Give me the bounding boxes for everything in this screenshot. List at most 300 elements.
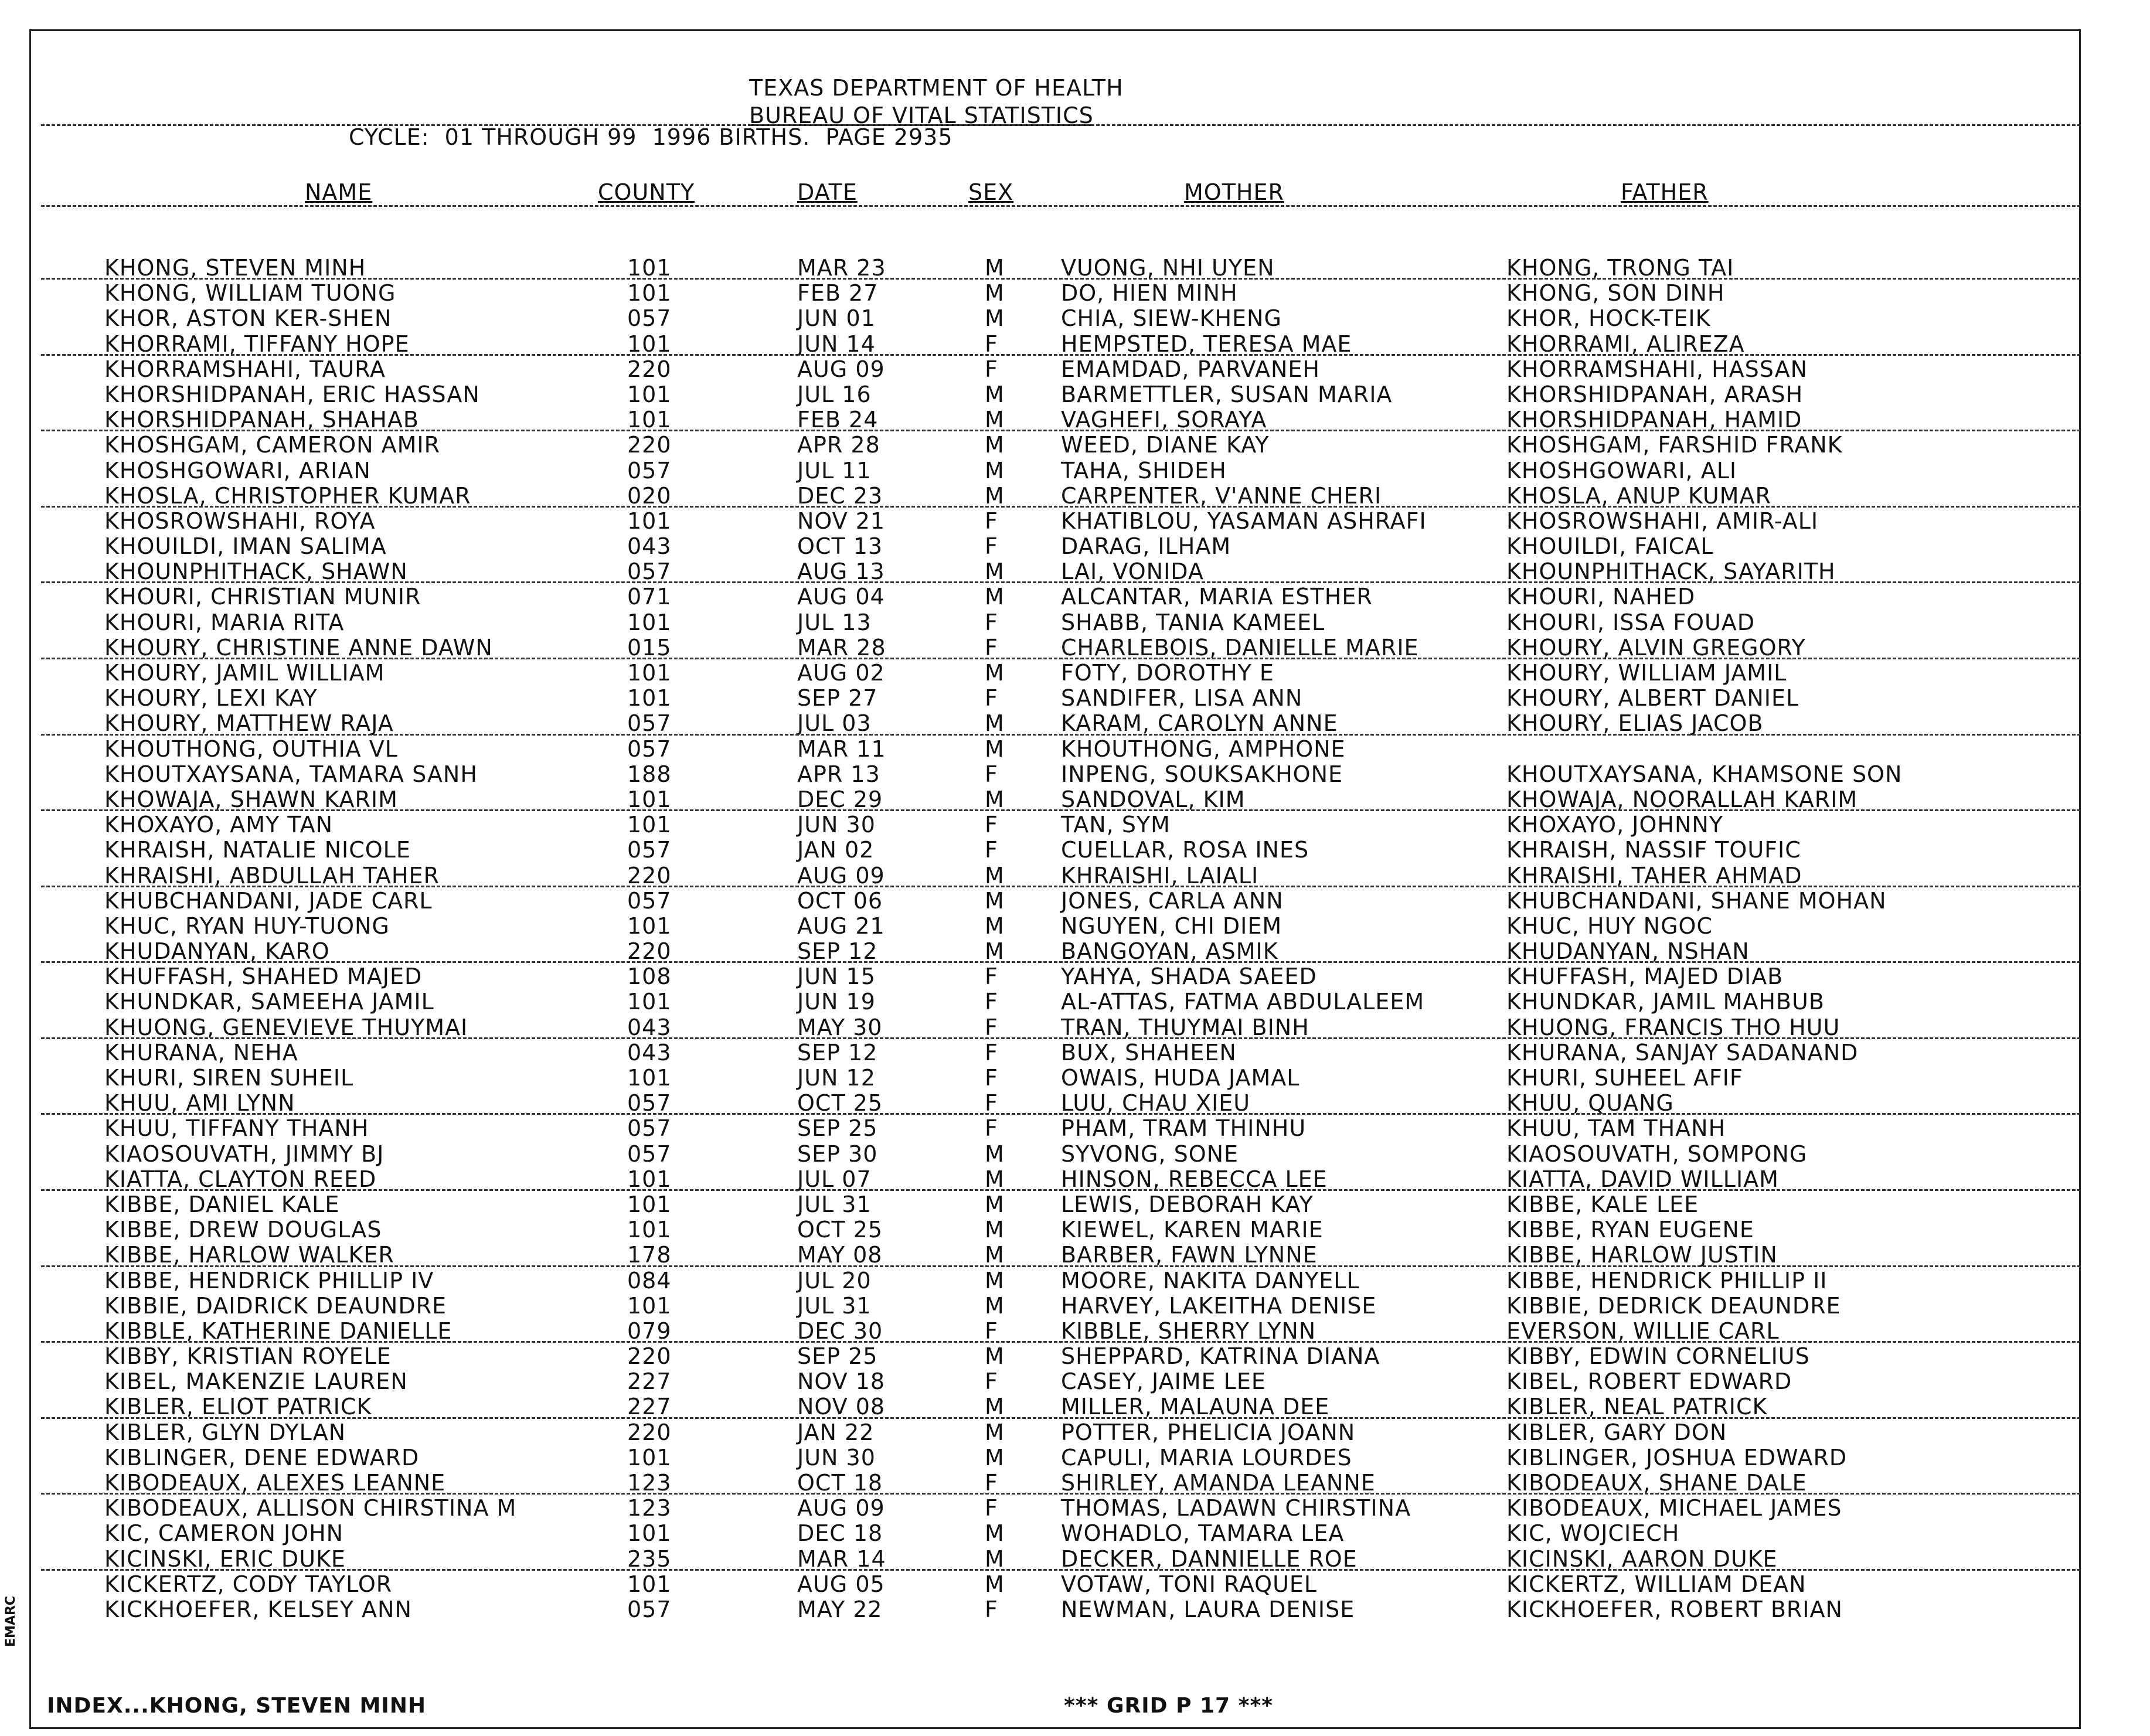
cell-date: OCT 25: [797, 1090, 883, 1117]
cell-mother: INPENG, SOUKSAKHONE: [1061, 761, 1343, 787]
cell-date: SEP 27: [797, 685, 878, 712]
cell-name: KHOUTHONG, OUTHIA VL: [104, 736, 398, 762]
cell-mother: TAN, SYM: [1061, 812, 1171, 838]
cell-county: 188: [627, 761, 672, 787]
cell-county: 220: [627, 862, 672, 889]
cell-name: KHONG, STEVEN MINH: [104, 255, 366, 281]
cell-father: KHOSROWSHAHI, AMIR-ALI: [1506, 508, 1819, 534]
cell-date: SEP 12: [797, 1039, 878, 1066]
cell-father: KIC, WOJCIECH: [1506, 1520, 1680, 1547]
table-row: [0, 1268, 2150, 1294]
cell-mother: POTTER, PHELICIA JOANN: [1061, 1419, 1356, 1445]
cell-father: KHOSHGAM, FARSHID FRANK: [1506, 432, 1843, 458]
cell-date: MAY 08: [797, 1242, 883, 1268]
cell-county: 123: [627, 1495, 672, 1521]
cell-date: SEP 30: [797, 1141, 878, 1167]
cell-county: 235: [627, 1546, 672, 1572]
cell-mother: KIEWEL, KAREN MARIE: [1061, 1217, 1324, 1243]
cell-name: KHOURI, CHRISTIAN MUNIR: [104, 584, 421, 610]
cell-father: KICINSKI, AARON DUKE: [1506, 1546, 1778, 1572]
table-row: [0, 889, 2150, 914]
cell-name: KHURANA, NEHA: [104, 1039, 298, 1066]
cell-father: KHURI, SUHEEL AFIF: [1506, 1065, 1743, 1091]
cell-name: KIBBE, DREW DOUGLAS: [104, 1217, 382, 1243]
header-cycle: CYCLE: 01 THROUGH 99 1996 BIRTHS. PAGE 2935: [349, 124, 953, 150]
cell-date: APR 13: [797, 761, 880, 787]
cell-mother: EMAMDAD, PARVANEH: [1061, 356, 1320, 382]
cell-date: APR 28: [797, 432, 880, 458]
cell-mother: NGUYEN, CHI DIEM: [1061, 913, 1282, 939]
cell-date: MAR 28: [797, 634, 886, 661]
cell-name: KHOSHGOWARI, ARIAN: [104, 457, 371, 484]
cell-father: KHORRAMI, ALIREZA: [1506, 331, 1745, 357]
cell-mother: KHOUTHONG, AMPHONE: [1061, 736, 1346, 762]
cell-county: 057: [627, 1596, 672, 1622]
cell-sex: M: [985, 736, 1005, 762]
cell-county: 108: [627, 964, 672, 990]
table-row: [0, 1496, 2150, 1521]
cell-date: JUL 11: [797, 457, 872, 484]
cell-mother: VAGHEFI, SORAYA: [1061, 407, 1267, 433]
cell-father: KHOURY, ALVIN GREGORY: [1506, 634, 1806, 661]
cell-name: KIBLER, GLYN DYLAN: [104, 1419, 346, 1445]
cell-mother: SHIRLEY, AMANDA LEANNE: [1061, 1470, 1376, 1496]
cell-date: FEB 27: [797, 280, 879, 307]
cell-name: KHRAISHI, ABDULLAH TAHER: [104, 862, 440, 889]
cell-name: KHOSLA, CHRISTOPHER KUMAR: [104, 482, 471, 509]
cell-name: KHOUILDI, IMAN SALIMA: [104, 533, 387, 560]
cell-name: KHOWAJA, SHAWN KARIM: [104, 786, 398, 812]
cell-father: KIBBY, EDWIN CORNELIUS: [1506, 1343, 1810, 1370]
cell-county: 057: [627, 457, 672, 484]
table-row: [0, 1091, 2150, 1116]
cell-name: KHUC, RYAN HUY-TUONG: [104, 913, 390, 939]
cell-father: KIBLINGER, JOSHUA EDWARD: [1506, 1444, 1848, 1471]
cell-county: 057: [627, 1090, 672, 1117]
cell-mother: HARVEY, LAKEITHA DENISE: [1061, 1292, 1377, 1319]
cell-mother: CHARLEBOIS, DANIELLE MARIE: [1061, 634, 1419, 661]
cell-name: KHOXAYO, AMY TAN: [104, 812, 334, 838]
cell-father: KIBBE, HARLOW JUSTIN: [1506, 1242, 1778, 1268]
cell-father: KIBLER, GARY DON: [1506, 1419, 1727, 1445]
cell-sex: M: [985, 407, 1005, 433]
cell-county: 101: [627, 1065, 672, 1091]
cell-father: KHUDANYAN, NSHAN: [1506, 938, 1750, 965]
cell-date: MAR 14: [797, 1546, 886, 1572]
cell-mother: CHIA, SIEW-KHENG: [1061, 305, 1282, 332]
cell-name: KHOUNPHITHACK, SHAWN: [104, 559, 408, 585]
cell-sex: F: [985, 1495, 998, 1521]
cell-sex: M: [985, 938, 1005, 965]
cell-date: AUG 09: [797, 862, 885, 889]
cell-mother: DECKER, DANNIELLE ROE: [1061, 1546, 1358, 1572]
cell-date: JAN 22: [797, 1419, 875, 1445]
cell-sex: M: [985, 305, 1005, 332]
cell-mother: SANDIFER, LISA ANN: [1061, 685, 1303, 712]
cell-sex: M: [985, 710, 1005, 737]
cell-mother: PHAM, TRAM THINHU: [1061, 1115, 1307, 1142]
cell-name: KHOURY, MATTHEW RAJA: [104, 710, 394, 737]
cell-father: KHUC, HUY NGOC: [1506, 913, 1713, 939]
cell-mother: HEMPSTED, TERESA MAE: [1061, 331, 1352, 357]
cell-name: KIBBE, HENDRICK PHILLIP IV: [104, 1267, 434, 1294]
table-row: [0, 382, 2150, 407]
cell-father: KHOURY, WILLIAM JAMIL: [1506, 660, 1787, 686]
cell-mother: AL-ATTAS, FATMA ABDULALEEM: [1061, 989, 1425, 1015]
cell-sex: M: [985, 887, 1005, 914]
cell-county: 101: [627, 1444, 672, 1471]
cell-father: KHONG, SON DINH: [1506, 280, 1725, 307]
cell-name: KIBLINGER, DENE EDWARD: [104, 1444, 420, 1471]
cell-mother: VUONG, NHI UYEN: [1061, 255, 1275, 281]
cell-date: AUG 09: [797, 356, 885, 382]
table-row: [0, 357, 2150, 382]
cell-sex: M: [985, 584, 1005, 610]
cell-sex: M: [985, 786, 1005, 812]
cell-sex: M: [985, 1292, 1005, 1319]
cell-mother: SANDOVAL, KIM: [1061, 786, 1246, 812]
cell-mother: DARAG, ILHAM: [1061, 533, 1232, 560]
cell-father: KICKERTZ, WILLIAM DEAN: [1506, 1571, 1807, 1597]
grid-label: *** GRID P 17 ***: [1064, 1694, 1274, 1718]
cell-sex: M: [985, 1444, 1005, 1471]
cell-sex: M: [985, 1191, 1005, 1217]
cell-mother: KHATIBLOU, YASAMAN ASHRAFI: [1061, 508, 1427, 534]
cell-sex: M: [985, 432, 1005, 458]
table-row: [0, 281, 2150, 306]
cell-date: JUN 01: [797, 305, 876, 332]
cell-name: KHORRAMSHAHI, TAURA: [104, 356, 386, 382]
cell-date: JUL 31: [797, 1191, 872, 1217]
cell-sex: F: [985, 1065, 998, 1091]
cell-date: JUN 15: [797, 964, 876, 990]
cell-county: 057: [627, 837, 672, 863]
cell-father: KHOUTXAYSANA, KHAMSONE SON: [1506, 761, 1903, 787]
cell-mother: LAI, VONIDA: [1061, 559, 1204, 585]
table-row: [0, 1066, 2150, 1091]
cell-date: NOV 08: [797, 1394, 886, 1420]
table-row: [0, 635, 2150, 661]
cell-county: 178: [627, 1242, 672, 1268]
cell-county: 101: [627, 331, 672, 357]
cell-name: KHORRAMI, TIFFANY HOPE: [104, 331, 410, 357]
cell-father: KIBBE, RYAN EUGENE: [1506, 1217, 1754, 1243]
cell-mother: THOMAS, LADAWN CHIRSTINA: [1061, 1495, 1411, 1521]
cell-date: JUL 31: [797, 1292, 872, 1319]
cell-sex: M: [985, 1394, 1005, 1420]
cell-mother: SYVONG, SONE: [1061, 1141, 1239, 1167]
cell-date: JUL 03: [797, 710, 872, 737]
table-row: [0, 1547, 2150, 1572]
cell-county: 101: [627, 280, 672, 307]
table-row: [0, 534, 2150, 559]
cell-date: JUN 30: [797, 1444, 876, 1471]
cell-sex: M: [985, 1520, 1005, 1547]
cell-name: KIBBLE, KATHERINE DANIELLE: [104, 1318, 453, 1344]
cell-father: KHORSHIDPANAH, ARASH: [1506, 381, 1804, 407]
cell-father: KHRAISHI, TAHER AHMAD: [1506, 862, 1802, 889]
cell-sex: F: [985, 1318, 998, 1344]
table-row: [0, 1294, 2150, 1319]
cell-county: 057: [627, 1141, 672, 1167]
cell-name: KHOSHGAM, CAMERON AMIR: [104, 432, 441, 458]
cell-name: KIBBE, HARLOW WALKER: [104, 1242, 394, 1268]
cell-sex: F: [985, 331, 998, 357]
cell-name: KICKHOEFER, KELSEY ANN: [104, 1596, 412, 1622]
cell-county: 220: [627, 432, 672, 458]
cell-mother: LUU, CHAU XIEU: [1061, 1090, 1251, 1117]
cell-county: 043: [627, 533, 672, 560]
cell-county: 220: [627, 356, 672, 382]
cell-father: KHOURI, ISSA FOUAD: [1506, 609, 1756, 635]
table-row: [0, 332, 2150, 357]
cell-county: 227: [627, 1369, 672, 1395]
cell-date: AUG 02: [797, 660, 885, 686]
cell-father: KIBBIE, DEDRICK DEAUNDRE: [1506, 1292, 1841, 1319]
cell-mother: WOHADLO, TAMARA LEA: [1061, 1520, 1345, 1547]
table-row: [0, 559, 2150, 584]
cell-sex: F: [985, 1014, 998, 1040]
cell-father: KHUU, TAM THANH: [1506, 1115, 1726, 1142]
table-row: [0, 737, 2150, 762]
cell-date: MAR 11: [797, 736, 886, 762]
cell-mother: SHEPPARD, KATRINA DIANA: [1061, 1343, 1380, 1370]
cell-name: KHORSHIDPANAH, SHAHAB: [104, 407, 419, 433]
cell-county: 101: [627, 381, 672, 407]
cell-sex: M: [985, 1166, 1005, 1192]
cell-father: KICKHOEFER, ROBERT BRIAN: [1506, 1596, 1843, 1622]
cell-mother: MOORE, NAKITA DANYELL: [1061, 1267, 1360, 1294]
cell-sex: M: [985, 1343, 1005, 1370]
table-row: [0, 1344, 2150, 1369]
cell-sex: M: [985, 1419, 1005, 1445]
table-row: [0, 584, 2150, 610]
cell-sex: M: [985, 482, 1005, 509]
table-row: [0, 458, 2150, 484]
cell-county: 220: [627, 938, 672, 965]
cell-mother: BARBER, FAWN LYNNE: [1061, 1242, 1318, 1268]
cell-county: 101: [627, 1217, 672, 1243]
cell-county: 101: [627, 1571, 672, 1597]
cell-father: KHUU, QUANG: [1506, 1090, 1674, 1117]
cell-mother: KHRAISHI, LAIALI: [1061, 862, 1259, 889]
table-row: [0, 1394, 2150, 1420]
cell-sex: F: [985, 837, 998, 863]
column-header-county: COUNTY: [598, 179, 695, 205]
cell-name: KIBODEAUX, ALLISON CHIRSTINA M: [104, 1495, 517, 1521]
cell-father: KIBBE, KALE LEE: [1506, 1191, 1699, 1217]
cell-date: JUL 16: [797, 381, 872, 407]
cell-date: FEB 24: [797, 407, 879, 433]
table-row: [0, 1243, 2150, 1268]
table-row: [0, 711, 2150, 736]
cell-name: KICKERTZ, CODY TAYLOR: [104, 1571, 393, 1597]
cell-county: 020: [627, 482, 672, 509]
cell-name: KIBLER, ELIOT PATRICK: [104, 1394, 372, 1420]
table-row: [0, 509, 2150, 534]
cell-father: KHUFFASH, MAJED DIAB: [1506, 964, 1784, 990]
cell-name: KIAOSOUVATH, JIMMY BJ: [104, 1141, 385, 1167]
cell-name: KHOURY, LEXI KAY: [104, 685, 318, 712]
cell-father: KHOUNPHITHACK, SAYARITH: [1506, 559, 1836, 585]
cell-mother: CAPULI, MARIA LOURDES: [1061, 1444, 1352, 1471]
table-row: [0, 1217, 2150, 1243]
cell-county: 101: [627, 1166, 672, 1192]
cell-mother: NEWMAN, LAURA DENISE: [1061, 1596, 1355, 1622]
cell-name: KHOUTXAYSANA, TAMARA SANH: [104, 761, 478, 787]
cell-county: 057: [627, 710, 672, 737]
cell-father: EVERSON, WILLIE CARL: [1506, 1318, 1780, 1344]
cell-sex: F: [985, 634, 998, 661]
cell-sex: F: [985, 812, 998, 838]
cell-father: KIBBE, HENDRICK PHILLIP II: [1506, 1267, 1828, 1294]
cell-mother: CARPENTER, V'ANNE CHERI: [1061, 482, 1382, 509]
cell-mother: FOTY, DOROTHY E: [1061, 660, 1274, 686]
table-row: [0, 407, 2150, 433]
cell-date: NOV 21: [797, 508, 886, 534]
table-row: [0, 256, 2150, 281]
cell-father: KIBODEAUX, MICHAEL JAMES: [1506, 1495, 1842, 1521]
cell-mother: OWAIS, HUDA JAMAL: [1061, 1065, 1300, 1091]
cell-father: KIBEL, ROBERT EDWARD: [1506, 1369, 1792, 1395]
cell-name: KHUU, AMI LYNN: [104, 1090, 295, 1117]
table-row: [0, 1319, 2150, 1344]
cell-date: DEC 23: [797, 482, 883, 509]
cell-county: 043: [627, 1039, 672, 1066]
table-row: [0, 484, 2150, 509]
cell-county: 101: [627, 913, 672, 939]
cell-name: KHUNDKAR, SAMEEHA JAMIL: [104, 989, 434, 1015]
cell-father: KHOURY, ALBERT DANIEL: [1506, 685, 1799, 712]
cell-date: AUG 09: [797, 1495, 885, 1521]
cell-date: JUN 30: [797, 812, 876, 838]
cell-mother: WEED, DIANE KAY: [1061, 432, 1270, 458]
cell-date: MAY 22: [797, 1596, 883, 1622]
cell-sex: F: [985, 1090, 998, 1117]
cell-sex: F: [985, 609, 998, 635]
cell-name: KHOURI, MARIA RITA: [104, 609, 345, 635]
cell-father: KHOXAYO, JOHNNY: [1506, 812, 1724, 838]
cell-name: KIBBE, DANIEL KALE: [104, 1191, 340, 1217]
cell-date: SEP 25: [797, 1343, 878, 1370]
table-row: [0, 989, 2150, 1015]
cell-mother: CASEY, JAIME LEE: [1061, 1369, 1266, 1395]
cell-mother: TRAN, THUYMAI BINH: [1061, 1014, 1309, 1040]
table-row: [0, 1420, 2150, 1445]
cell-county: 043: [627, 1014, 672, 1040]
table-row: [0, 964, 2150, 989]
cell-date: JUL 07: [797, 1166, 872, 1192]
cell-sex: M: [985, 280, 1005, 307]
column-header-mother: MOTHER: [1184, 179, 1284, 205]
cell-father: KIBODEAUX, SHANE DALE: [1506, 1470, 1807, 1496]
table-row: [0, 1445, 2150, 1471]
cell-sex: F: [985, 508, 998, 534]
cell-county: 101: [627, 1292, 672, 1319]
cell-father: KHRAISH, NASSIF TOUFIC: [1506, 837, 1801, 863]
cell-father: KHURANA, SANJAY SADANAND: [1506, 1039, 1859, 1066]
cell-sex: M: [985, 559, 1005, 585]
cell-date: JAN 02: [797, 837, 875, 863]
cell-mother: HINSON, REBECCA LEE: [1061, 1166, 1328, 1192]
cell-sex: F: [985, 1470, 998, 1496]
cell-date: AUG 05: [797, 1571, 885, 1597]
cell-date: DEC 18: [797, 1520, 883, 1547]
header-rule: [41, 124, 2081, 126]
table-row: [0, 1369, 2150, 1394]
header-agency: TEXAS DEPARTMENT OF HEALTH: [749, 75, 1124, 101]
cell-father: KHOSLA, ANUP KUMAR: [1506, 482, 1771, 509]
table-row: [0, 1597, 2150, 1622]
cell-mother: VOTAW, TONI RAQUEL: [1061, 1571, 1318, 1597]
cell-date: JUN 19: [797, 989, 876, 1015]
cell-name: KIBEL, MAKENZIE LAUREN: [104, 1369, 408, 1395]
header-bureau: BUREAU OF VITAL STATISTICS: [749, 103, 1094, 128]
cell-county: 084: [627, 1267, 672, 1294]
column-header-date: DATE: [797, 179, 858, 205]
cell-sex: F: [985, 964, 998, 990]
cell-date: DEC 29: [797, 786, 883, 812]
cell-mother: LEWIS, DEBORAH KAY: [1061, 1191, 1314, 1217]
cell-date: JUN 14: [797, 331, 876, 357]
cell-sex: M: [985, 913, 1005, 939]
table-row: [0, 1040, 2150, 1066]
cell-date: MAY 30: [797, 1014, 883, 1040]
cell-sex: M: [985, 255, 1005, 281]
cell-date: AUG 13: [797, 559, 885, 585]
cell-county: 101: [627, 508, 672, 534]
cell-name: KHOURY, CHRISTINE ANNE DAWN: [104, 634, 493, 661]
cell-sex: M: [985, 1267, 1005, 1294]
cell-sex: M: [985, 381, 1005, 407]
cell-date: SEP 12: [797, 938, 878, 965]
cell-mother: JONES, CARLA ANN: [1061, 887, 1284, 914]
cell-county: 227: [627, 1394, 672, 1420]
table-row: [0, 433, 2150, 458]
cell-mother: BANGOYAN, ASMIK: [1061, 938, 1278, 965]
cell-sex: F: [985, 989, 998, 1015]
cell-date: JUN 12: [797, 1065, 876, 1091]
cell-name: KHORSHIDPANAH, ERIC HASSAN: [104, 381, 480, 407]
cell-sex: M: [985, 1141, 1005, 1167]
cell-sex: M: [985, 1546, 1005, 1572]
cell-name: KHONG, WILLIAM TUONG: [104, 280, 396, 307]
table-row: [0, 762, 2150, 787]
cell-name: KHRAISH, NATALIE NICOLE: [104, 837, 411, 863]
cell-date: DEC 30: [797, 1318, 883, 1344]
cell-county: 101: [627, 407, 672, 433]
cell-mother: SHABB, TANIA KAMEEL: [1061, 609, 1325, 635]
cell-name: KICINSKI, ERIC DUKE: [104, 1546, 346, 1572]
cell-sex: M: [985, 1571, 1005, 1597]
cell-mother: MILLER, MALAUNA DEE: [1061, 1394, 1330, 1420]
cell-father: KHOSHGOWARI, ALI: [1506, 457, 1737, 484]
cell-sex: F: [985, 1596, 998, 1622]
cell-father: KHUBCHANDANI, SHANE MOHAN: [1506, 887, 1887, 914]
cell-name: KHOR, ASTON KER-SHEN: [104, 305, 392, 332]
table-row: [0, 838, 2150, 863]
cell-sex: M: [985, 1242, 1005, 1268]
cell-father: KIATTA, DAVID WILLIAM: [1506, 1166, 1779, 1192]
cell-sex: F: [985, 761, 998, 787]
cell-sex: M: [985, 660, 1005, 686]
cell-name: KHOSROWSHAHI, ROYA: [104, 508, 376, 534]
cell-name: KIBBY, KRISTIAN ROYELE: [104, 1343, 392, 1370]
cell-name: KIBODEAUX, ALEXES LEANNE: [104, 1470, 446, 1496]
cell-mother: KIBBLE, SHERRY LYNN: [1061, 1318, 1316, 1344]
cell-county: 079: [627, 1318, 672, 1344]
table-row: [0, 610, 2150, 635]
